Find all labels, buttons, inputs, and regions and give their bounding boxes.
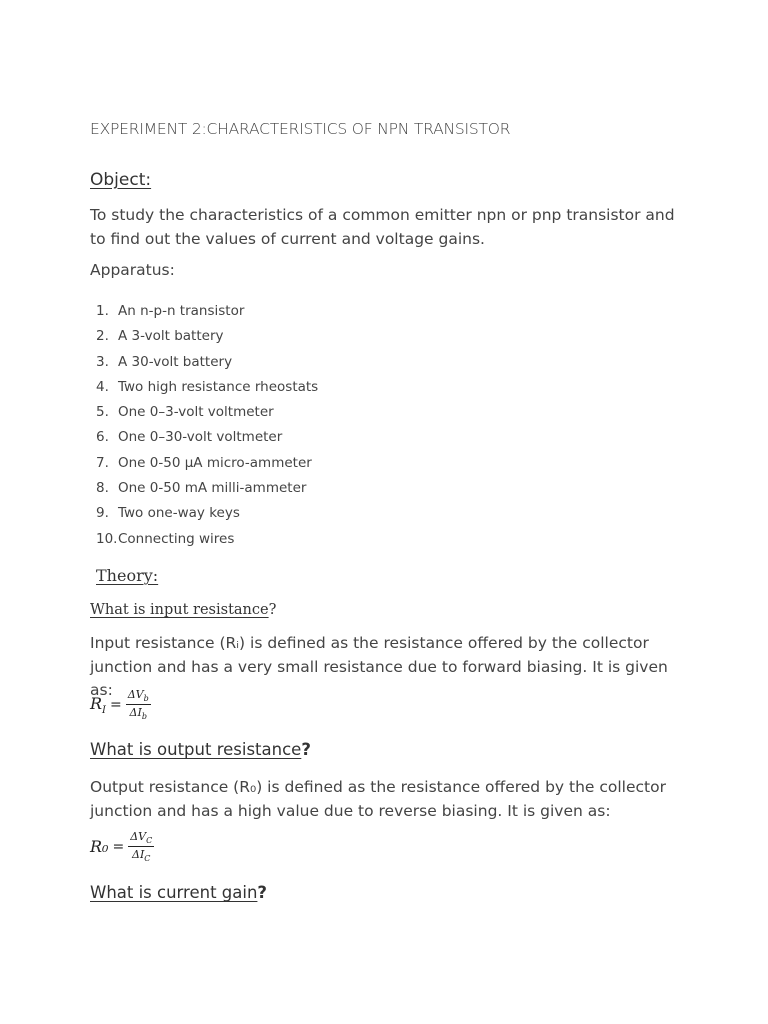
list-item <box>96 427 318 452</box>
list-text: One 0–3-volt voltmeter <box>118 404 274 421</box>
list-item <box>96 377 318 402</box>
input-resistance-question <box>90 602 276 618</box>
list-text: Two high resistance rheostats <box>118 378 319 395</box>
formula-fraction <box>128 830 154 863</box>
list-text: An n-p-n transistor <box>118 303 245 319</box>
list-text: One 0-50 mA milli-ammeter <box>118 480 307 497</box>
page-title: EXPERIMENT 2:CHARACTERISTICS OF NPN TRANSISTOR <box>90 120 511 138</box>
list-item <box>96 326 318 351</box>
list-text: One 0–30-volt voltmeter <box>118 429 283 446</box>
list-number: 2. <box>96 328 109 345</box>
list-item <box>96 453 318 478</box>
list-text: A 3-volt battery <box>118 328 224 345</box>
fraction-denominator: $\Delta I_C$ <box>132 848 151 864</box>
list-number: 8. <box>96 480 109 497</box>
list-text: Two one-way keys <box>118 505 240 522</box>
input-resistance-formula <box>90 688 151 721</box>
list-item <box>96 301 318 326</box>
question-text: What is output resistance <box>90 740 302 759</box>
list-number: 6. <box>96 429 109 446</box>
list-number: 9. <box>96 505 109 522</box>
question-mark: ? <box>268 602 277 618</box>
list-number: 1. <box>96 303 109 319</box>
object-body: To study the characteristics of a common emitter npn or pnp transistor and to find out the values of current and voltage gains. <box>90 206 675 248</box>
formula-equals: = <box>112 838 125 855</box>
question-text: What is current gain <box>90 883 258 902</box>
theory-heading: Theory: <box>96 566 159 585</box>
apparatus-heading: Apparatus: <box>90 261 175 279</box>
apparatus-list <box>96 301 318 554</box>
list-text: A 30-volt battery <box>118 353 233 370</box>
list-number: 4. <box>96 378 109 395</box>
question-mark: ? <box>301 740 311 759</box>
fraction-numerator: $\Delta V_C$ <box>130 830 153 846</box>
list-text: Connecting wires <box>118 530 235 547</box>
list-number: 3. <box>96 353 109 370</box>
output-resistance-formula <box>90 830 154 863</box>
formula-equals: = <box>110 696 122 713</box>
output-resistance-question <box>90 740 311 759</box>
fraction-denominator: $\Delta I_b$ <box>129 706 147 722</box>
list-number: 10. <box>96 530 118 547</box>
list-number: 5. <box>96 404 109 421</box>
output-resistance-body: Output resistance (R₀) is defined as the resistance offered by the collector junction and has a high value due to reverse biasing. It is given as: <box>90 778 666 820</box>
formula-lhs: $R_I$ <box>90 693 106 716</box>
fraction-numerator: $\Delta V_b$ <box>127 688 149 704</box>
current-gain-question <box>90 883 267 902</box>
list-item <box>96 352 318 377</box>
list-text: One 0-50 μA micro-ammeter <box>118 454 312 471</box>
input-resistance-body: Input resistance (Rᵢ) is defined as the resistance offered by the collector junction and has a very small resistance due to forward biasing. It is given as: <box>90 634 668 699</box>
formula-lhs: R₀ <box>90 837 109 857</box>
list-item <box>96 402 318 427</box>
question-text: What is input resistance <box>90 602 269 618</box>
list-item <box>96 529 318 554</box>
list-number: 7. <box>96 454 109 471</box>
object-heading: Object: <box>90 170 152 190</box>
list-item <box>96 503 318 528</box>
question-mark: ? <box>257 883 267 902</box>
formula-fraction <box>126 688 151 721</box>
list-item <box>96 478 318 503</box>
